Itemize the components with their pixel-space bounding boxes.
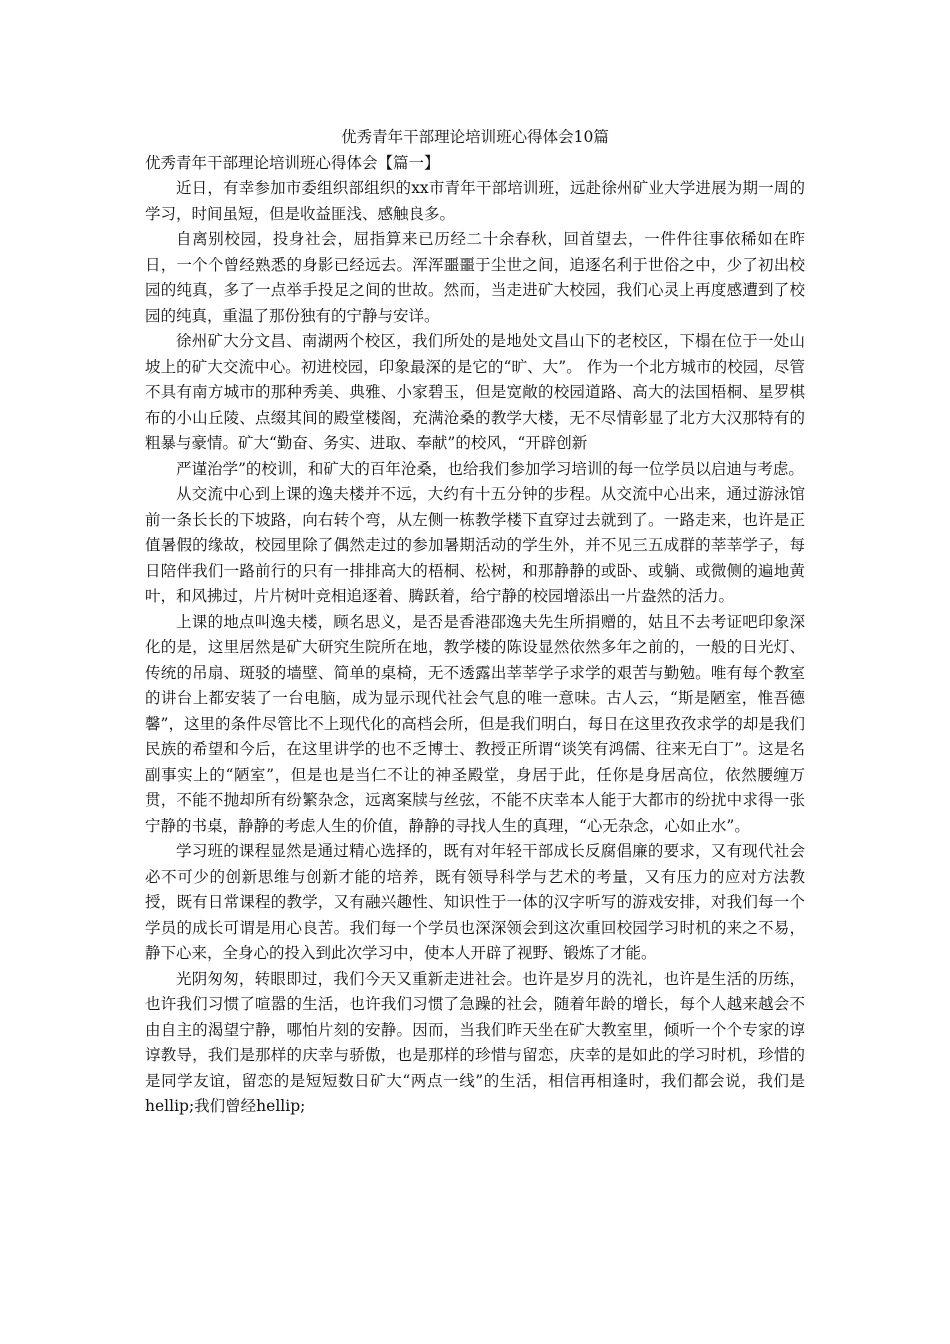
paragraph: 上课的地点叫逸夫楼，顾名思义，是否是香港邵逸夫先生所捐赠的，姑且不去考证吧印象深化的是，这里居然是矿大研究生院所在地，教学楼的陈设显然依然多年之前的，一般的日光灯、传统的吊扇、斑驳的墙壁、简单的桌椅，无不透露出莘莘学子求学的艰苦与勤勉。唯有每个教室的讲台上都安装了一台电脑，成为显示现代社会气息的唯一意味。古人云，“斯是陋室，惟吾德馨”，这里的条件尽管比不上现代化的高档会所，但是我们明白，每日在这里孜孜求学的却是我们民族的希望和今后，在这里讲学的也不乏博士、教授正所谓“谈笑有鸿儒、往来无白丁”。这是名副事实上的“陋室”，但是也是当仁不让的神圣殿堂，身居于此，任你是身居高位，依然腰缠万贯，不能不抛却所有纷繁杂念，远离案牍与丝弦，不能不庆幸本人能于大都市的纷扰中求得一张宁静的书桌，静静的考虑人生的价值，静静的寻找人生的真理，“心无杂念，心如止水”。 <box>145 612 805 835</box>
paragraph: 徐州矿大分文昌、南湖两个校区，我们所处的是地处文昌山下的老校区，下榻在位于一处山坡上的矿大交流中心。初进校园，印象最深的是它的“旷、大”。 作为一个北方城市的校园，尽管不具有南方城市的那种秀美、典雅、小家碧玉，但是宽敞的校园道路、高大的法国梧桐、星罗棋布的小山丘陵、点缀其间的殿堂楼阁，充满沧桑的教学大楼，无不尽情彰显了北方大汉那特有的粗暴与豪情。矿大“勤奋、务实、进取、奉献”的校风，“开辟创新 <box>145 332 805 452</box>
paragraph: 学习班的课程显然是通过精心选择的，既有对年轻干部成长反腐倡廉的要求，又有现代社会必不可少的创新思维与创新才能的培养，既有领导科学与艺术的考量，又有压力的应对方法教授，既有日常课程的教学，又有融兴趣性、知识性于一体的汉字听写的游戏安排，对我们每一个学员的成长可谓是用心良苦。我们每一个学员也深深领会到这次重回校园学习时机的来之不易，静下心来，全身心的投入到此次学习中，使本人开辟了视野、锻炼了才能。 <box>145 842 805 962</box>
paragraph: 从交流中心到上课的逸夫楼并不远，大约有十五分钟的步程。从交流中心出来，通过游泳馆前一条长长的下坡路，向右转个弯，从左侧一栋教学楼下直穿过去就到了。一路走来，也许是正值暑假的缘故，校园里除了偶然走过的参加暑期活动的学生外，并不见三五成群的莘莘学子，每日陪伴我们一路前行的只有一排排高大的梧桐、松树，和那静静的或卧、或躺、或微侧的遍地黄叶，和风拂过，片片树叶竞相追逐着、腾跃着，给宁静的校园增添出一片盎然的活力。 <box>145 485 805 605</box>
document-title: 优秀青年干部理论培训班心得体会10篇 <box>341 128 609 146</box>
paragraph: 光阴匆匆，转眼即过，我们今天又重新走进社会。也许是岁月的洗礼，也许是生活的历练，也许我们习惯了喧嚣的生活，也许我们习惯了急躁的社会，随着年龄的增长，每个人越来越会不由自主的渴望宁静，哪怕片刻的安静。因而，当我们昨天坐在矿大教室里，倾听一个个专家的谆谆教导，我们是那样的庆幸与骄傲，也是那样的珍惜与留恋，庆幸的是如此的学习时机，珍惜的是同学友谊，留恋的是短短数日矿大“两点一线”的生活，相信再相逢时，我们都会说，我们是hellip;我们曾经hellip; <box>145 969 805 1115</box>
document-page <box>145 125 805 1120</box>
paragraph: 近日，有幸参加市委组织部组织的xx市青年干部培训班，远赴徐州矿业大学进展为期一周的学习，时间虽短，但是收益匪浅、感触良多。 <box>145 179 805 223</box>
paragraph: 严谨治学”的校训，和矿大的百年沧桑，也给我们参加学习培训的每一位学员以启迪与考虑。 <box>176 459 804 478</box>
section-title: 优秀青年干部理论培训班心得体会【篇一】 <box>145 153 440 172</box>
paragraph: 自离别校园，投身社会，屈指算来已历经二十余春秋，回首望去，一件件往事依稀如在昨日，一个个曾经熟悉的身影已经远去。浑浑噩噩于尘世之间，追逐名利于世俗之中，少了初出校园的纯真，多了一点举手投足之间的世故。然而，当走进矿大校园，我们心灵上再度感遭到了校园的纯真，重温了那份独有的宁静与安详。 <box>145 230 805 325</box>
